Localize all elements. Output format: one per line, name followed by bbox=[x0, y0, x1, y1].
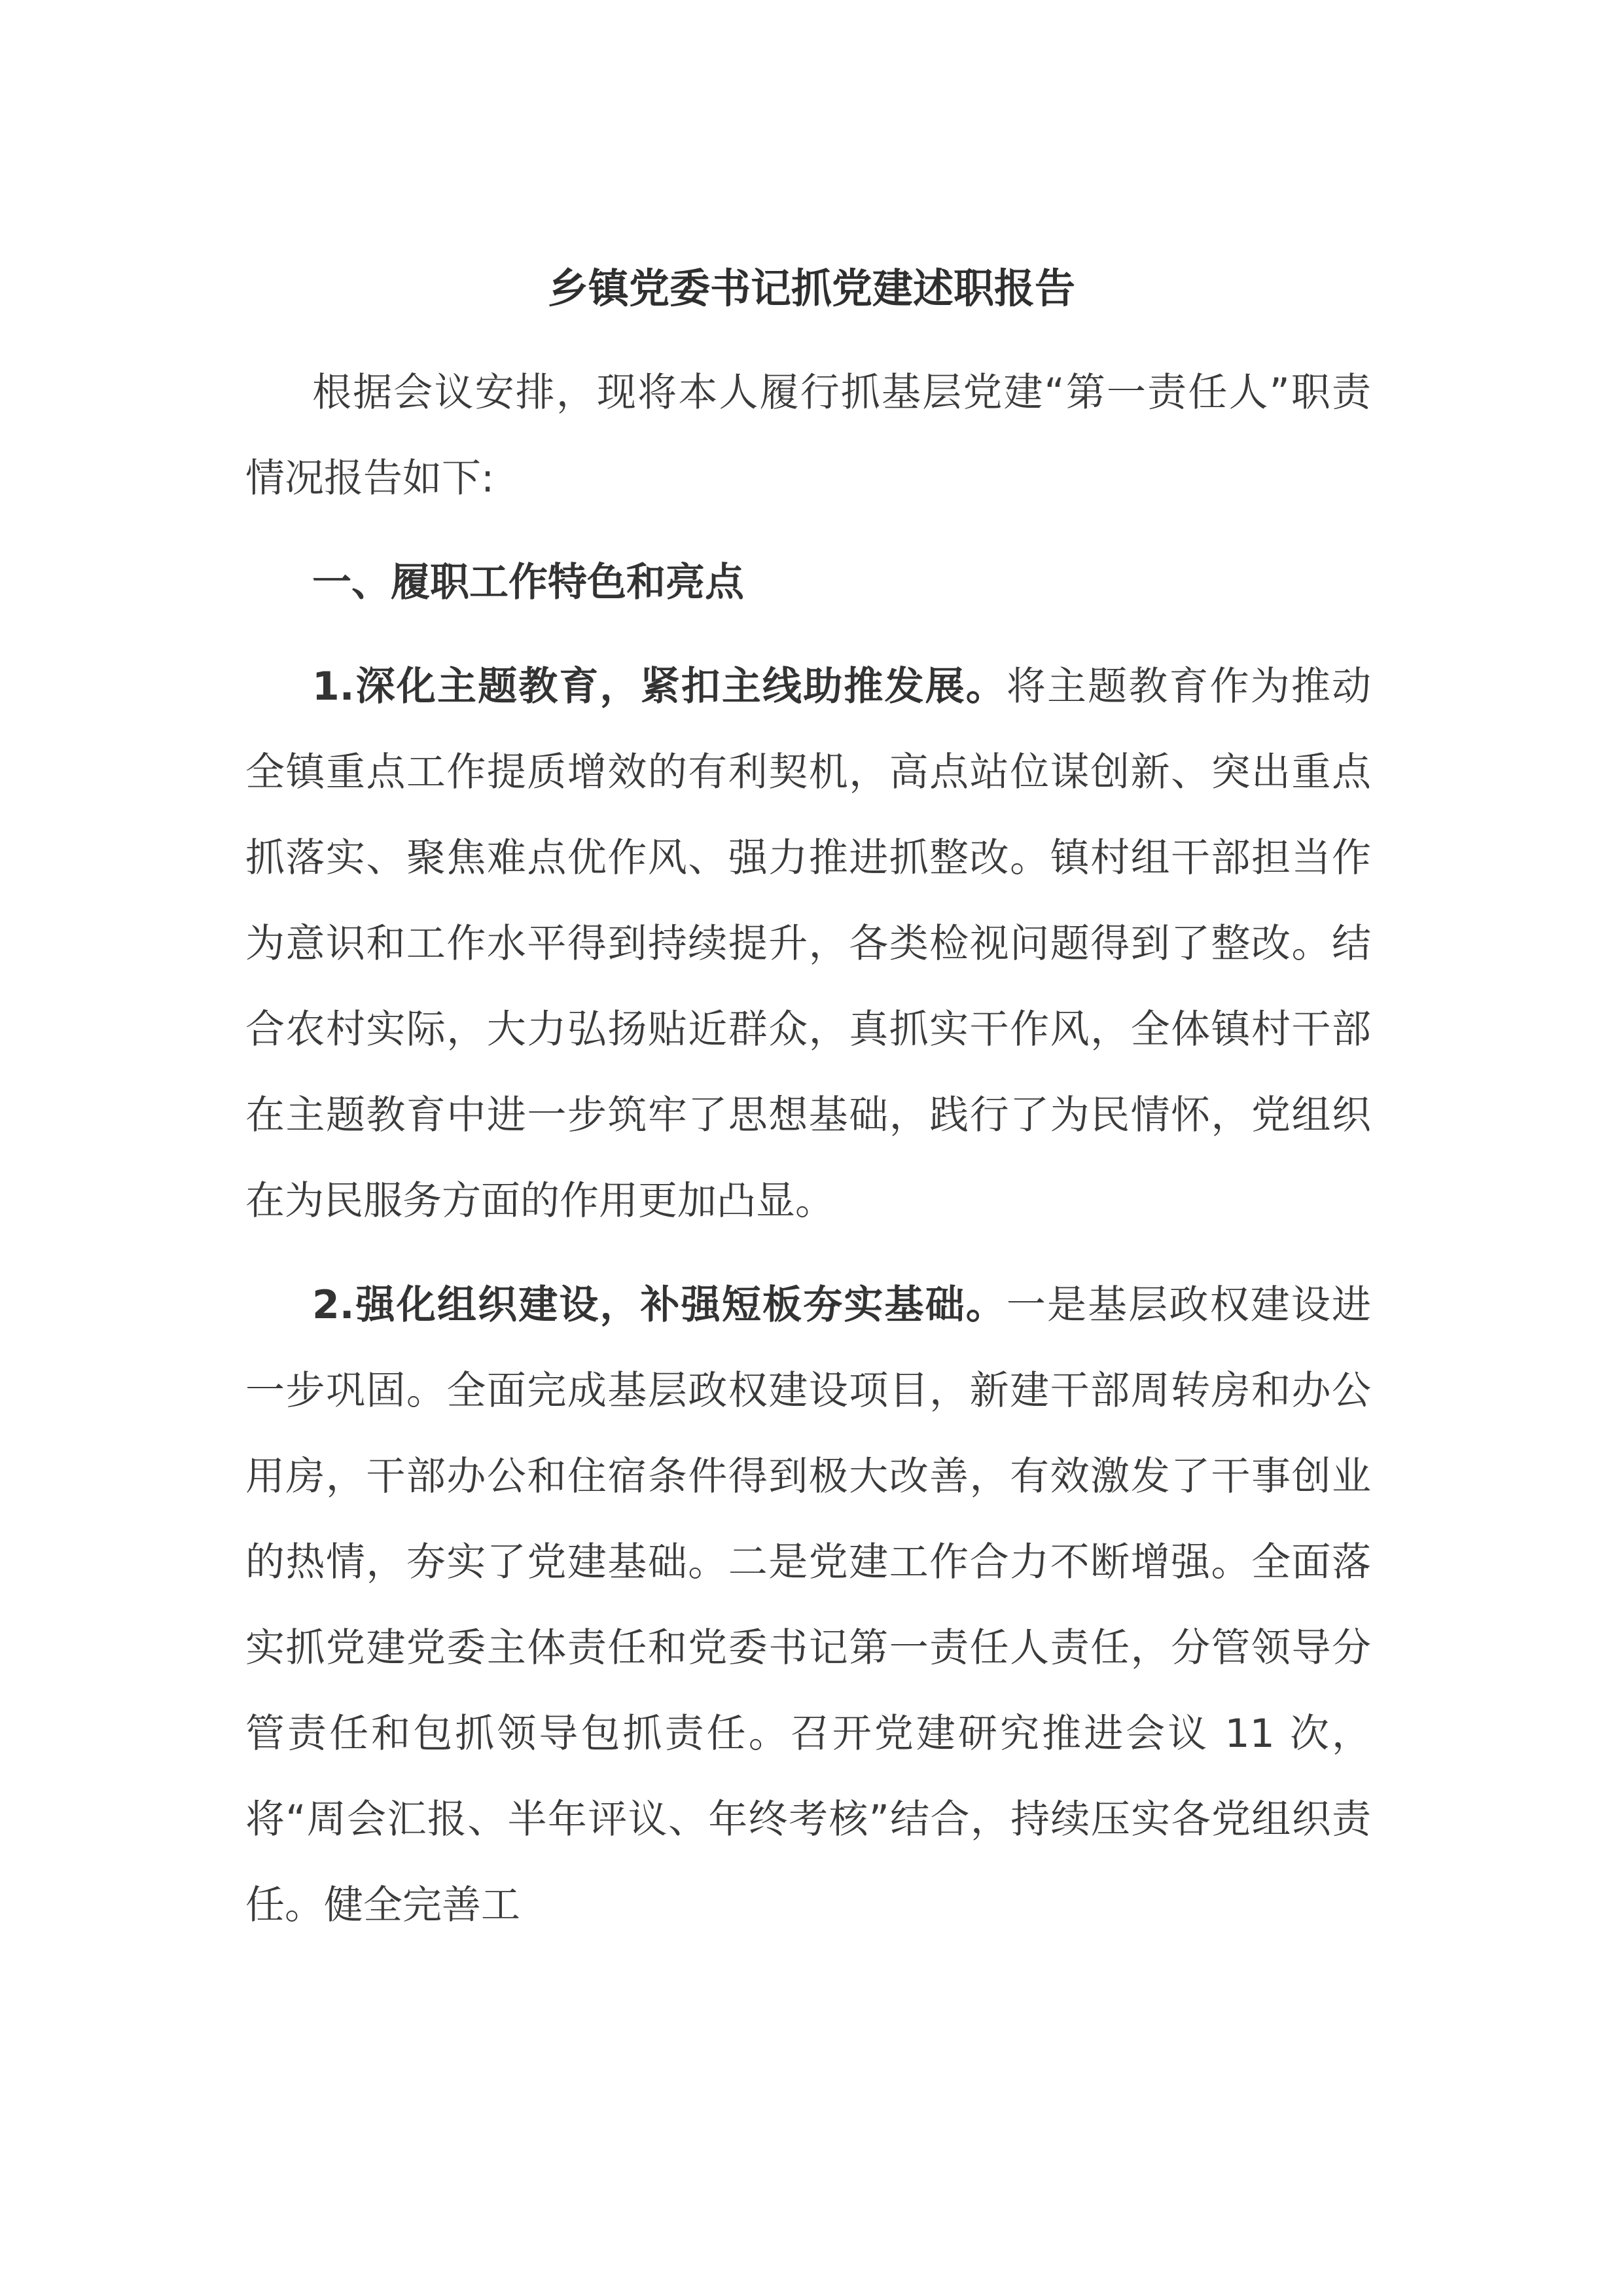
document-body bbox=[245, 350, 1371, 1948]
intro-paragraph: 根据会议安排，现将本人履行抓基层党建“第一责任人”职责情况报告如下: bbox=[245, 370, 1371, 501]
item-2-lead: 2.强化组织建设，补强短板夯实基础。 bbox=[312, 1282, 1007, 1328]
item-2-paragraph bbox=[245, 1263, 1371, 1948]
section-heading: 一、履职工作特色和亮点 bbox=[312, 560, 744, 605]
item-1-paragraph bbox=[245, 644, 1371, 1244]
document-title: 乡镇党委书记抓党建述职报告 bbox=[547, 264, 1075, 312]
item-1-lead: 1.深化主题教育，紧扣主线助推发展。 bbox=[312, 664, 1007, 709]
item-2-text: 一是基层政权建设进一步巩固。全面完成基层政权建设项目，新建干部周转房和办公用房，干部办公和住宿条件得到极大改善，有效激发了干事创业的热情，夯实了党建基础。二是党建工作合力不断增强。全面落实抓党建党委主体责任和党委书记第一责任人责任，分管领导分管责任和包抓领导包抓责任。召开党建研究推进会议 11 次，将“周会汇报、半年评议、年终考核”结合，持续压实各党组织责任。健全完善工 bbox=[245, 1282, 1371, 1928]
item-1-text: 将主题教育作为推动全镇重点工作提质增效的有利契机，高点站位谋创新、突出重点抓落实、聚焦难点优作风、强力推进抓整改。镇村组干部担当作为意识和工作水平得到持续提升，各类检视问题得到了整改。结合农村实际，大力弘扬贴近群众，真抓实干作风，全体镇村干部在主题教育中进一步筑牢了思想基础，践行了为民情怀，党组织在为民服务方面的作用更加凸显。 bbox=[245, 664, 1371, 1224]
